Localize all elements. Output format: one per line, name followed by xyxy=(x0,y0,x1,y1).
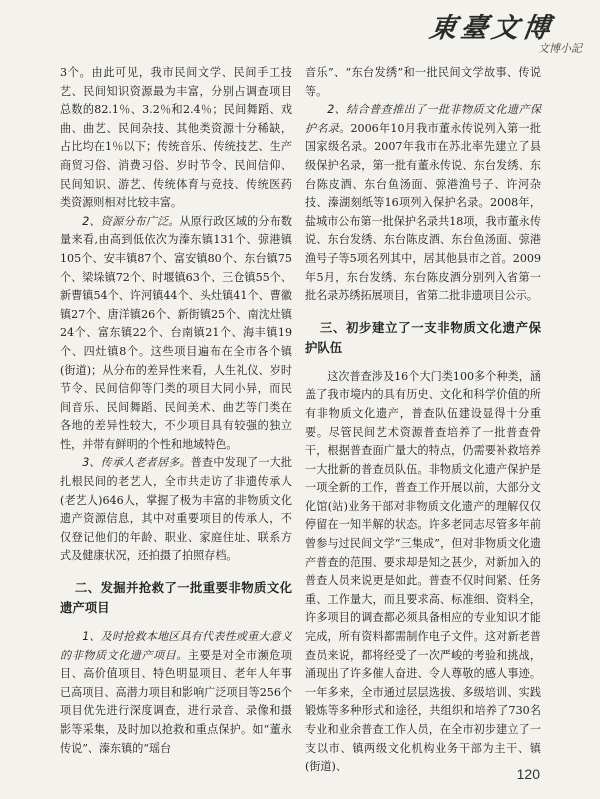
paragraph xyxy=(60,628,292,758)
paragraph-body: 2006年10月我市董永传说列入第一批国家级名录。2007年我市在苏北率先建立了县级保护名录，第一批有董永传说、东台发绣、东台陈皮酒、东台鱼汤面、弶港渔号子、许河杂技、溱湖刻纸等16项列入保护名录。2008年，盐城市公布第一批保护名录共18项，我市董永传说、东台发绣、东台陈皮酒、东台鱼汤面、弶港渔号子等5项名列其中，居其他县市之首。2009年5月，东台发绣、东台陈皮酒分别列入省第一批名录苏绣拓展项目，省第二批非遗项目公示。 xyxy=(305,121,541,303)
masthead-title: 東臺文博 xyxy=(427,13,556,44)
subheading: 1、及时抢救本地区具有代表性或重大意义的非物质文化遗产项目。 xyxy=(60,630,292,662)
subheading: 2、结合普查推出了一批非物质文化遗产保护名录。 xyxy=(305,103,541,135)
paragraph-body: 主要是对全市濒危项目、高价值项目、特色明显项目、老年人年事已高项目、高潜力项目和影响广泛项目等256个项目优先进行深度调查，进行录音、录像和摄影等采集，及时加以抢救和重点保护。如“董永传说”、溱东镇的“瑶台 xyxy=(60,648,292,755)
paragraph: 这次普查涉及16个大门类100多个种类，涵盖了我市境内的具有历史、文化和科学价值的所有非物质文化遗产，普查队伍建设显得十分重要。尽管民间艺术资源普查培养了一批普查骨干，根据普查面广量大的特点，仍需要补救培养一大批新的普查员队伍。非物质文化遗产保护是一项全新的工作，普查工作开展以前，大部分文化馆(站)业务干部对非物质文化遗产的理解仅仅停留在一知半解的状态。许多老同志尽管多年前曾参与过民间文学“三集成”，但对非物质文化遗产普查的范围、要求却是知之甚少，对新加入的普查人员来说更是如此。普查不仅时间紧、任务重、工作量大，而且要求高、标准细、资料全，许多项目的调查都必须具备相应的专业知识才能完成，所有资料都需制作电子文件。这对新老普查员来说，都将经受了一次严峻的考验和挑战，涌现出了许多催人奋进、令人尊敬的感人事迹。一年多来，全市通过层层选拔、多级培训、实践锻炼等多种形式和途径，共组织和培养了730名专业和业余普查工作人员，在全市初步建立了一支以市、镇两级文化机构业务干部为主干、镇(街道)、 xyxy=(305,369,541,774)
section-heading: 三、初步建立了一支非物质文化遗产保护队伍 xyxy=(305,319,541,355)
paragraph-body: 从原行政区域的分布数量来看,由高到低依次为溱东镇131个、弶港镇105个、安丰镇87个、富安镇80个、东台镇75个、梁垛镇72个、时堰镇63个、三仓镇55个、新曹镇54个、许河镇44个、头灶镇41个、曹徽镇27个、唐洋镇26个、新街镇25个、南沈灶镇24个、富东镇22个、台南镇21个、海丰镇19个、四灶镇8个。这些项目遍布在全市各个镇(街道)；从分布的差异性来看，人生礼仪、岁时节令、民间信仰等门类的项目大同小异，而民间音乐、民间舞蹈、民间美术、曲艺等门类在各地的差异性较大，不少项目具有较强的独立性，并带有鲜明的个性和地域特色。 xyxy=(60,214,292,451)
paragraph xyxy=(60,454,292,566)
masthead-signature: 文博小記 xyxy=(538,42,582,55)
section-heading: 二、发掘并抢救了一批重要非物质文化遗产项目 xyxy=(60,580,292,616)
paragraph xyxy=(305,101,541,306)
paragraph: 3个。由此可见，我市民间文学、民间手工技艺、民间知识资源最为丰富，分别占调查项目总数的82.1％、3.2％和2.4％；民间舞蹈、戏曲、曲艺、民间杂技、其他类资源十分稀缺，占比均在1％以下；传统音乐、传统技艺、生产商贸习俗、消费习俗、岁时节令、民间信仰、民间知识、游艺、传统体育与竞技、传统医药类资源则相对比较丰富。 xyxy=(60,66,292,210)
right-column xyxy=(305,64,541,777)
subheading: 2、资源分布广泛。 xyxy=(82,214,180,228)
subheading: 3、传承人老者居多。 xyxy=(82,456,191,470)
paragraph-body: 普查中发现了一大批扎根民间的老艺人，全市共走访了非遗传承人(老艺人)646人，掌握了极为丰富的非物质文化遗产资源信息，其中对重要项目的传承人，不仅登记他们的年龄、职业、家庭住址、联系方式及健康状况，还拍摄了拍照存档。 xyxy=(60,456,292,563)
paragraph xyxy=(60,213,292,455)
masthead xyxy=(422,6,582,58)
page-number: 120 xyxy=(516,766,540,782)
left-column xyxy=(60,64,292,758)
paragraph: 音乐”、“东台发绣”和一批民间文学故事、传说等。 xyxy=(305,66,541,98)
